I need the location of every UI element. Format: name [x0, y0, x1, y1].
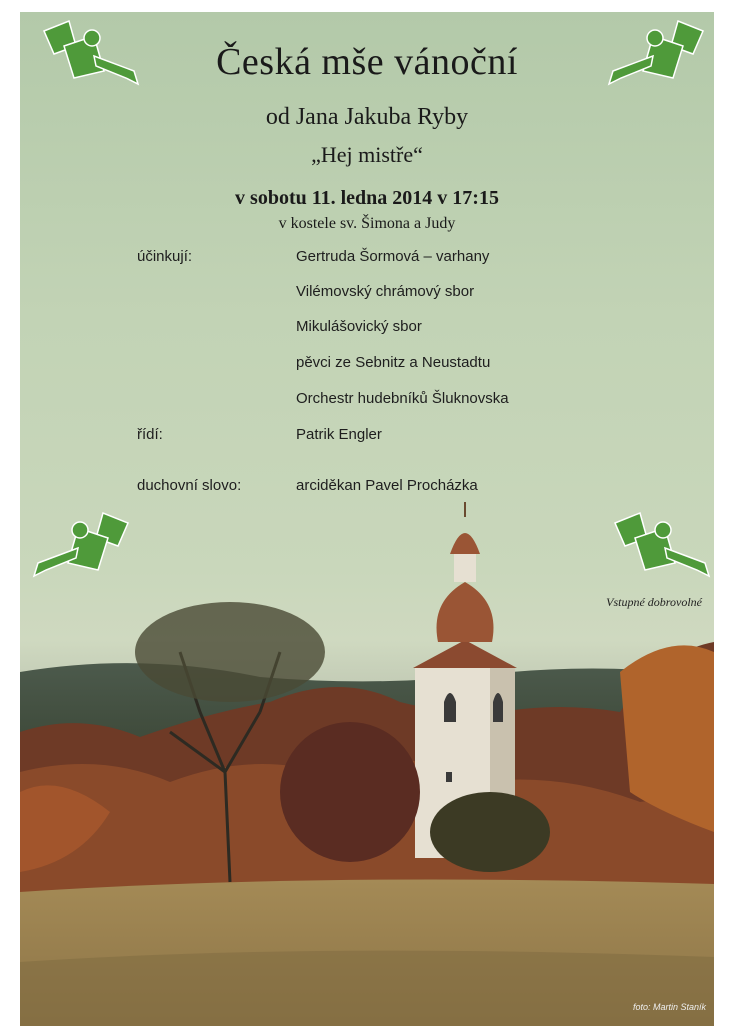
photo-credit: foto: Martin Staník [632, 1002, 706, 1012]
event-date-time: v sobotu 11. ledna 2014 v 17:15 [235, 187, 499, 209]
conductor-name: Patrik Engler [296, 426, 382, 443]
angel-trumpet-icon [603, 16, 713, 96]
work-title: „Hej mistře“ [311, 142, 423, 167]
spiritual-word-speaker: arciděkan Pavel Procházka [296, 477, 478, 494]
conductor-label: řídí: [137, 426, 163, 443]
poster-title: Česká mše vánoční [216, 41, 518, 83]
entry-fee-note: Vstupné dobrovolné [606, 595, 702, 609]
performer-item: pěvci ze Sebnitz a Neustadtu [296, 354, 491, 371]
spiritual-word-label: duchovní slovo: [137, 477, 242, 494]
angel-trumpet-icon [605, 508, 714, 588]
performer-item: Mikulášovický sbor [296, 318, 422, 335]
poster [20, 12, 714, 1026]
performer-item: Gertruda Šormová – varhany [296, 248, 490, 265]
event-venue: v kostele sv. Šimona a Judy [278, 215, 456, 232]
composer-line: od Jana Jakuba Ryby [265, 104, 469, 130]
angel-trumpet-icon [34, 16, 144, 96]
performers-label: účinkují: [137, 248, 193, 265]
angel-trumpet-icon [28, 508, 138, 588]
performer-item: Vilémovský chrámový sbor [296, 283, 475, 300]
performer-item: Orchestr hudebníků Šluknovska [296, 390, 509, 407]
